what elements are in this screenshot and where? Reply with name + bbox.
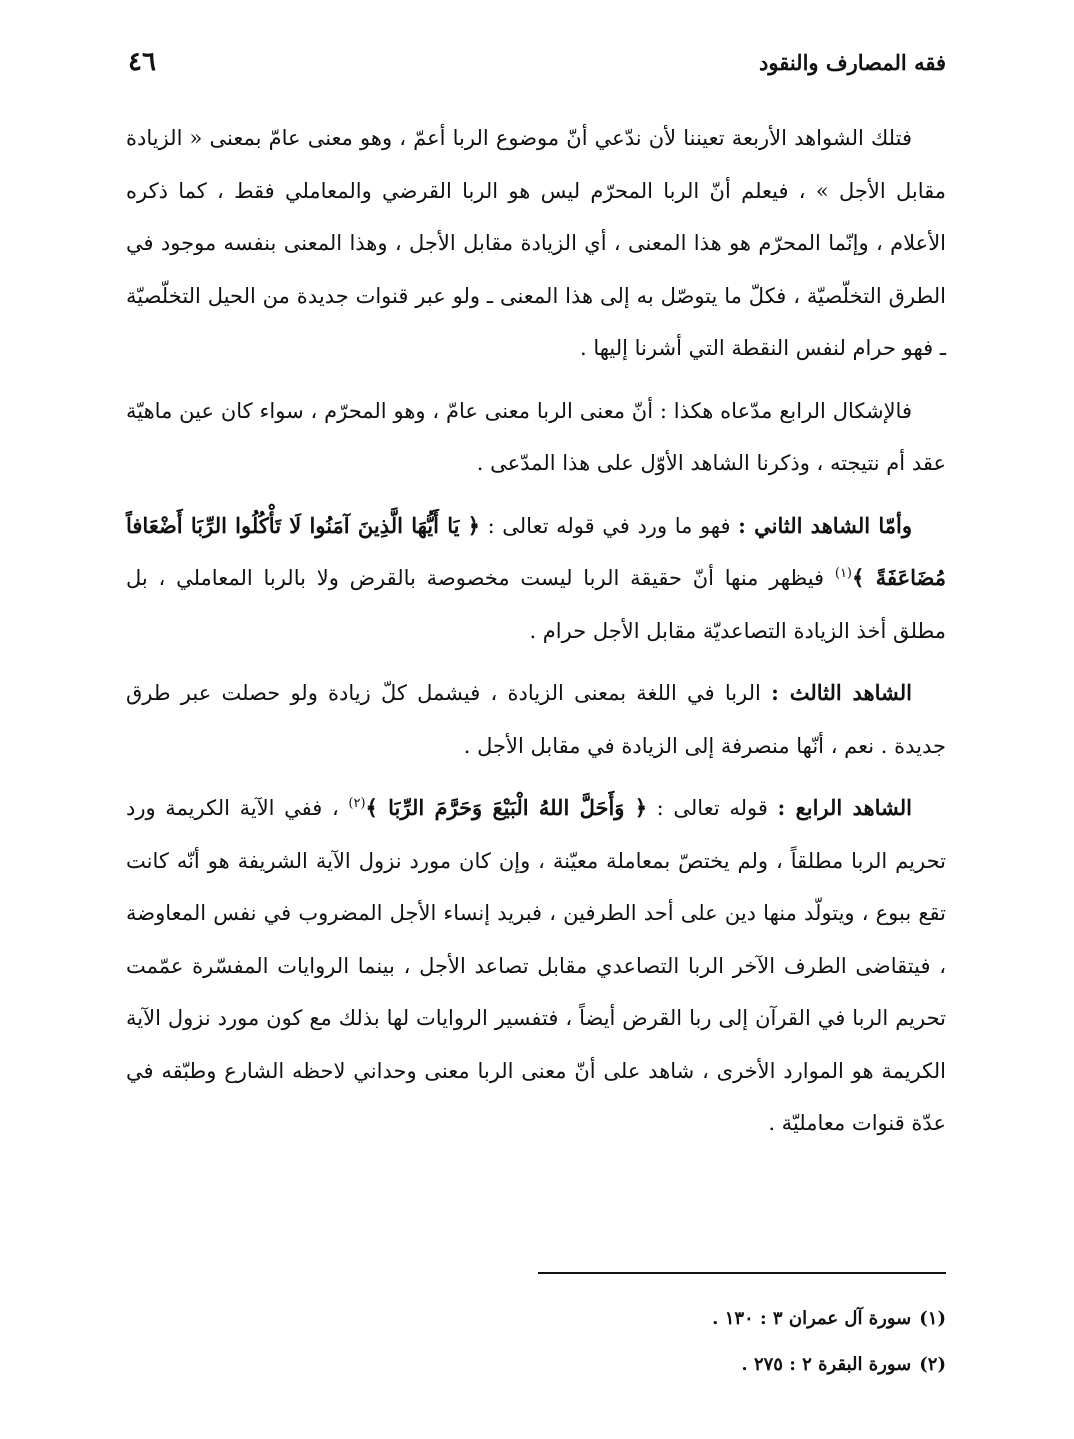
paragraph-text: فيظهر منها أنّ حقيقة الربا ليست مخصوصة بالقرض ولا بالربا المعاملي ، بل مطلق أخذ الزيادة التصاعديّة مقابل الأجل حرام .: [126, 566, 946, 643]
footnote-item: [126, 1342, 946, 1388]
paragraph-fourth-objection: [126, 385, 946, 490]
paragraph-text: فالإشكال الرابع مدّعاه هكذا : أنّ معنى الربا معنى عامّ ، وهو المحرّم ، سواء كان عين ماهيّة عقد أم نتيجته ، وذكرنا الشاهد الأوّل على هذا المدّعى .: [126, 398, 946, 475]
paragraph-text: فهو ما ورد في قوله تعالى :: [479, 513, 739, 538]
page-header: [128, 42, 946, 82]
paragraph-lead: الشاهد الثالث :: [771, 680, 912, 705]
paragraph-second-witness: [126, 500, 946, 658]
footnote-number: (٢): [919, 1354, 946, 1375]
paragraph-text: الربا في اللغة بمعنى الزيادة ، فيشمل كلّ زيادة ولو حصلت عبر طرق جديدة . نعم ، أنّها منصرفة إلى الزيادة في مقابل الأجل .: [126, 681, 946, 758]
paragraph-text: ، ففي الآية الكريمة ورد تحريم الربا مطلقاً ، ولم يختصّ بمعاملة معيّنة ، وإن كان مورد نزول الآية الشريفة هو أنّه كانت تقع ببوع ، ويتولّد منها دين على أحد الطرفين ، فبريد إنساء الأجل المضروب في نفس المعاوضة ، فيتقاضى الطرف الآخر الربا التصاعدي مقابل تصاعد الأجل ، بينما الروايات المفسّرة عمّمت تحريم الربا في القرآن إلى ربا القرض أيضاً ، فتفسير الروايات لها بذلك مع كون مورد نزول الآية الكريمة هو الموارد الأخرى ، شاهد على أنّ معنى الربا معنى وحداني لاحظه الشارع وطبّقه في عدّة قنوات معامليّة .: [126, 796, 946, 1135]
paragraph-text: فتلك الشواهد الأربعة تعيننا لأن ندّعي أنّ موضوع الربا أعمّ ، وهو معنى عامّ بمعنى « الزيادة مقابل الأجل » ، فيعلم أنّ الربا المحرّم ليس هو الربا القرضي والمعاملي فقط ، كما ذكره الأعلام ، وإنّما المحرّم هو هذا المعنى ، أي الزيادة مقابل الأجل ، وهذا المعنى بنفسه موجود في الطرق التخلّصيّة ، فكلّ ما يتوصّل به إلى هذا المعنى ـ ولو عبر قنوات جديدة من الحيل التخلّصيّة ـ فهو حرام لنفس النقطة التي أشرنا إليها .: [126, 126, 946, 360]
quran-verse: ﴿ وَأَحَلَّ اللهُ الْبَيْعَ وَحَرَّمَ الرِّبَا ﴾: [365, 795, 648, 820]
footnote-ref[interactable]: (٢): [348, 796, 366, 811]
paragraph-summary: [126, 112, 946, 375]
quran-verse: ﴿ يَا أَيُّهَا الَّذِينَ آمَنُوا لَا تَأْكُلُوا الرِّبَا أَضْعَافاً مُضَاعَفَةً ﴾: [126, 512, 946, 590]
footnote-item: [126, 1296, 946, 1342]
paragraph-text: قوله تعالى :: [647, 796, 778, 820]
page-number: ٤٦: [128, 47, 156, 77]
paragraph-fourth-witness: [126, 782, 946, 1150]
footnote-text: سورة آل عمران ٣ : ١٣٠ .: [712, 1308, 912, 1329]
footnote-separator: [538, 1272, 946, 1274]
footnotes: [126, 1296, 946, 1388]
paragraph-lead: الشاهد الرابع :: [777, 795, 912, 820]
footnote-ref[interactable]: (١): [834, 566, 852, 581]
paragraph-third-witness: [126, 667, 946, 772]
body-text: [126, 112, 946, 1150]
running-title: فقه المصارف والنقود: [759, 49, 946, 75]
footnote-number: (١): [919, 1308, 946, 1329]
footnote-text: سورة البقرة ٢ : ٢٧٥ .: [741, 1354, 912, 1375]
paragraph-lead: وأمّا الشاهد الثاني :: [738, 512, 913, 538]
